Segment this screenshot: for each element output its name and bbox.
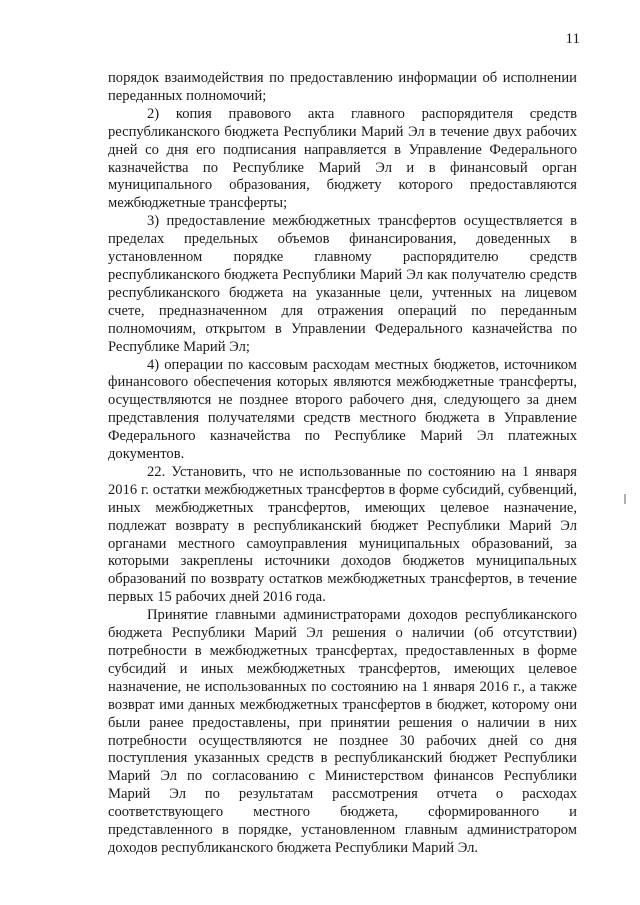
paragraph-5: 22. Установить, что не использованные по состоянию на 1 января 2016 г. остатки межбюджетных трансфертов в форме субсидий, субвенций, иных межбюджетных трансфертов, имеющих целевое назначение, подлежат возврату в республиканский бюджет Республики Марий Эл органами местного самоуправления муниципальных образований, за которыми закреплены источники доходов бюджетов муниципальных образований по возврату остатков межбюджетных трансфертов, в течение первых 15 рабочих дней 2016 года. <box>108 463 577 606</box>
paragraph-6: Принятие главными администраторами доходов республиканского бюджета Республики Марий Эл решения о наличии (об отсутствии) потребности в межбюджетных трансфертах, предоставленных в форме субсидий и иных межбюджетных трансфертов, имеющих целевое назначение, не использованных по состоянию на 1 января 2016 г., а также возврат ими данных межбюджетных трансфертов в бюджет, которому они были ранее предоставлены, при принятии решения о наличии в них потребности осуществляются не позднее 30 рабочих дней со дня поступления указанных средств в республиканский бюджет Республики Марий Эл по согласованию с Министерством финансов Республики Марий Эл по результатам рассмотрения отчета о расходах соответствующего местного бюджета, сформированного и представленного в порядке, установленном главным администратором доходов республиканского бюджета Республики Марий Эл. <box>108 607 577 856</box>
paragraph-1: порядок взаимодействия по предоставлению информации об исполнении переданных полномочий; <box>108 70 577 104</box>
paragraph-3: 3) предоставление межбюджетных трансфертов осуществляется в пределах предельных объемов финансирования, доведенных в установленном порядке главному распорядителю средств республиканского бюджета Республики Марий Эл как получателю средств республиканского бюджета на указанные цели, учтенных на лицевом счете, предназначенном для отражения операций по переданным полномочиям, открытом в Управлении Федерального казначейства по Республике Марий Эл; <box>108 213 577 355</box>
paragraph-4: 4) операции по кассовым расходам местных бюджетов, источником финансового обеспечения которых являются межбюджетные трансферты, осуществляются не позднее второго рабочего дня, следующего за днем представления получателями средств местного бюджета в Управление Федерального казначейства по Республике Марий Эл платежных документов. <box>108 356 577 463</box>
paragraph-2: 2) копия правового акта главного распорядителя средств республиканского бюджета Республики Марий Эл в течение двух рабочих дней со дня его подписания направляется в Управление Федерального казначейства по Республике Марий Эл и в финансовый орган муниципального образования, бюджету которого предоставляются межбюджетные трансферты; <box>108 105 577 212</box>
page-number: 11 <box>565 31 580 47</box>
document-body <box>108 70 577 858</box>
scan-mark <box>624 494 626 504</box>
